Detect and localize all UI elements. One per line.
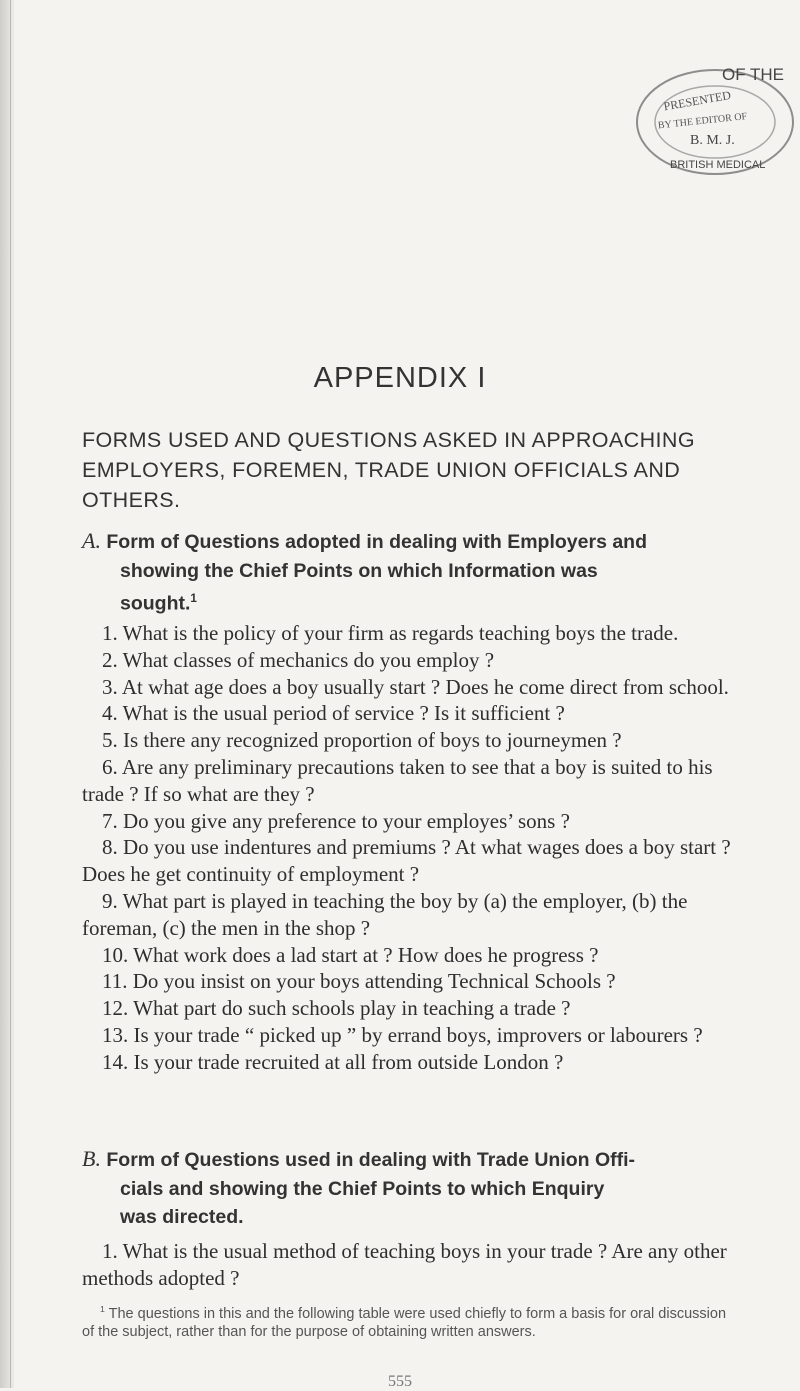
question-item: 13. Is your trade “ picked up ” by errand boys, improvers or labourers ? [102,1022,703,1047]
question-item: 4. What is the usual period of service ? Is it sufficient ? [102,701,565,726]
question-item: 6. Are any preliminary precautions taken to see that a boy is suited to his trade ? If so what are they ? [82,754,713,806]
question-item: 11. Do you insist on your boys attending Technical Schools ? [102,969,616,994]
section-a-line1: Form of Questions adopted in dealing with Employers and [106,531,648,553]
appendix-title: APPENDIX I [313,362,487,394]
section-a-letter: A. [82,528,101,553]
stamp-line-presented: PRESENTED [662,87,732,114]
section-a-line2: showing the Chief Points on which Information was [120,559,598,582]
section-a-footnote-mark: 1 [190,592,197,605]
question-item: 1. What is the usual method of teaching boys in your trade ? Are any other methods adopted ? [82,1239,727,1290]
section-a-question-list [82,620,742,1076]
section-b-question-list [82,1238,742,1292]
question-item: 1. What is the policy of your firm as regards teaching boys the trade. [102,621,679,645]
footnote-text: The questions in this and the following table were used chiefly to form a basis for oral discussion of the subject, rather than for the purpose of obtaining written answers. [82,1305,727,1340]
footnote-mark: 1 [100,1304,105,1314]
section-b-line2: cials and showing the Chief Points to which Enquiry [120,1177,605,1200]
section-b-line3: was directed. [120,1206,244,1228]
section-b-letter: B. [82,1146,101,1171]
question-item: 12. What part do such schools play in teaching a trade ? [102,996,571,1021]
question-item: 14. Is your trade recruited at all from outside London ? [102,1049,564,1074]
question-item: 8. Do you use indentures and premiums ? At what wages does a boy start ? Does he get continuity of employment ? [82,835,731,887]
section-a-line3: sought. [120,592,191,615]
section-b-line1: Form of Questions used in dealing with Trade Union Offi- [106,1149,636,1171]
stamp-line-medical: BRITISH MEDICAL [670,159,766,171]
question-item: 10. What work does a lad start at ? How does he progress ? [102,942,599,967]
stamp-line-editor: BY THE EDITOR OF [657,111,748,132]
book-gutter-line [10,0,11,1388]
question-item: 7. Do you give any preference to your employes’ sons ? [102,808,570,833]
question-item: 2. What classes of mechanics do you employ ? [102,647,495,672]
question-item: 9. What part is played in teaching the boy by (a) the employer, (b) the foreman, (c) the men in the shop ? [82,888,688,940]
stamp-line-of-the: OF THE [722,65,785,84]
section-a-heading [82,527,742,618]
page-number: 555 [388,1373,412,1390]
book-spine-shadow [0,0,14,1388]
appendix-heading: FORMS USED AND QUESTIONS ASKED IN APPROACHING EMPLOYERS, FOREMEN, TRADE UNION OFFICIALS AND OTHERS. [82,428,695,512]
question-item: 3. At what age does a boy usually start ? Does he come direct from school. [102,674,729,699]
library-stamp [630,60,800,180]
section-b-heading [82,1145,742,1232]
question-item: 5. Is there any recognized proportion of boys to journeymen ? [102,728,622,753]
stamp-line-bmj: B. M. J. [690,133,735,148]
footnote [82,1300,742,1341]
